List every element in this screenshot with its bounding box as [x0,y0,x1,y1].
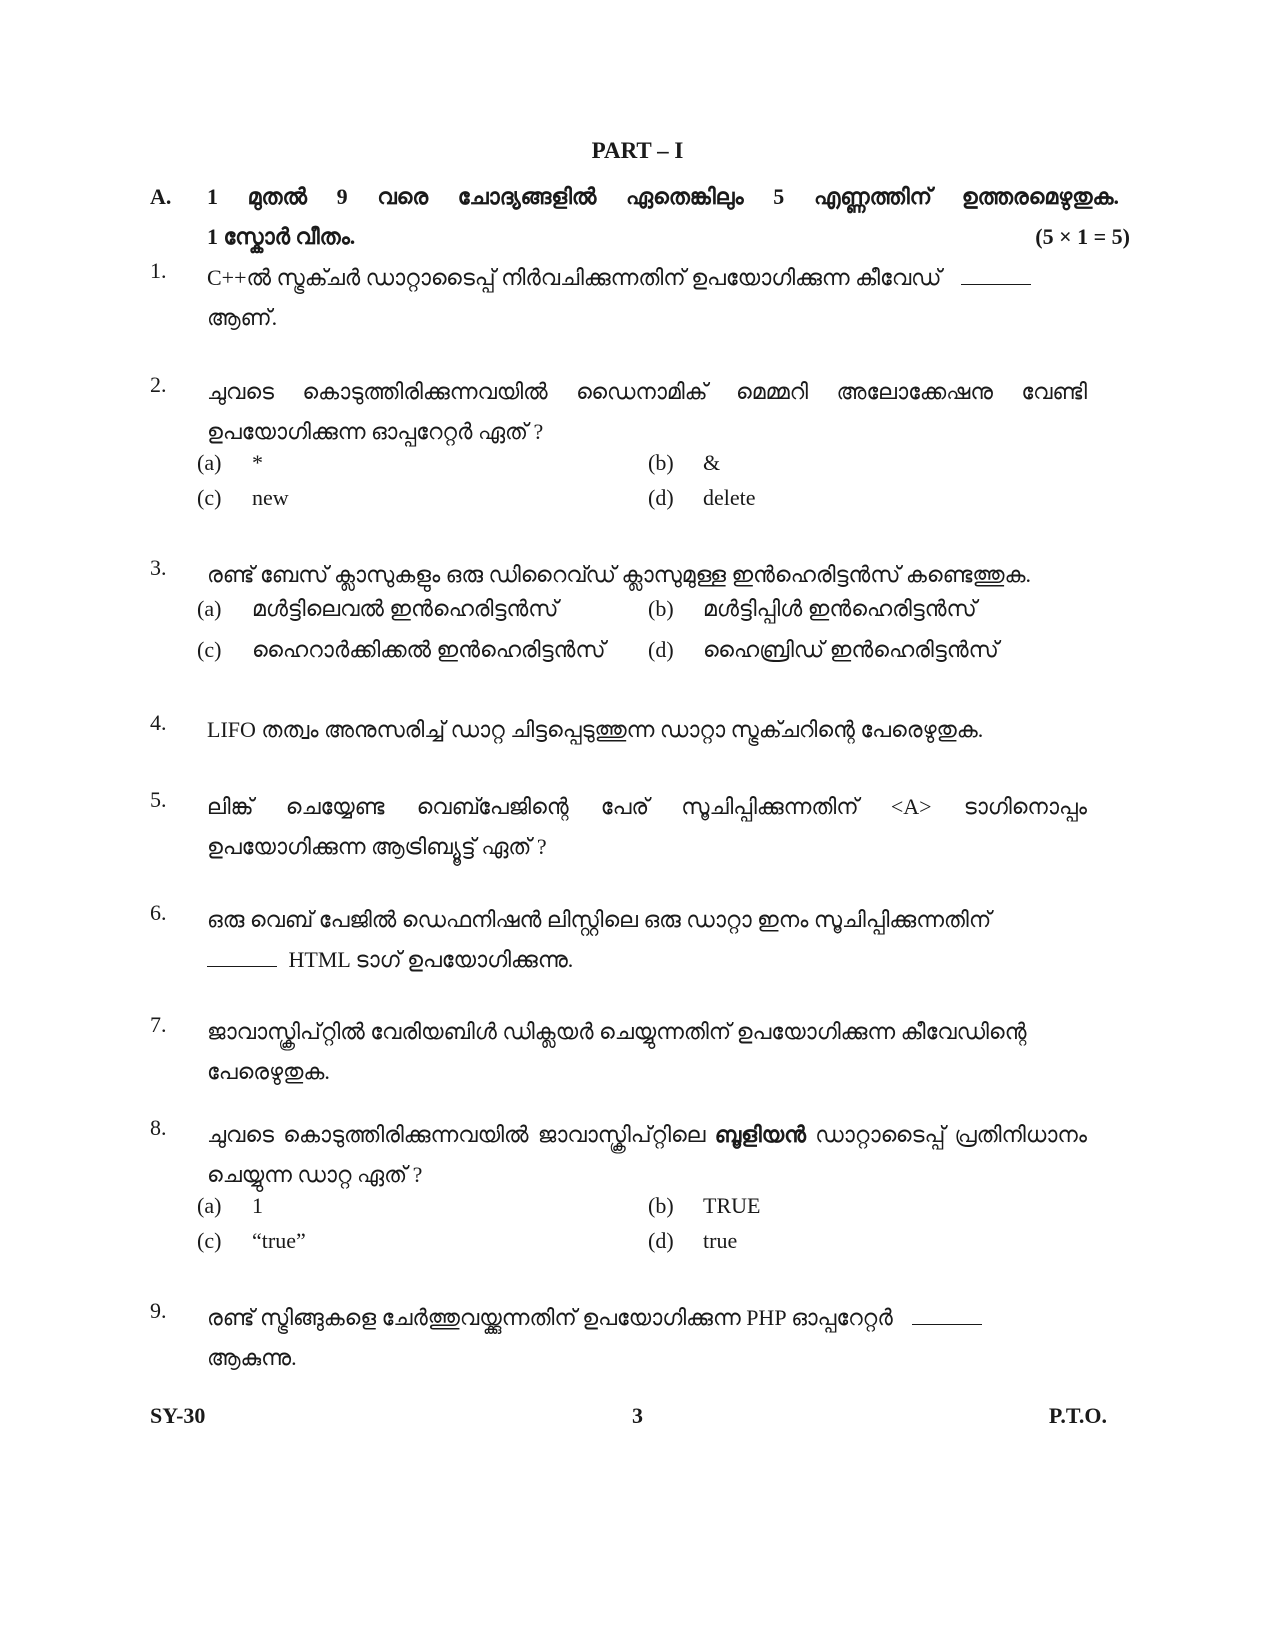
option-label: (b) [648,450,674,475]
answer-blank [961,266,1031,285]
answer-blank [912,1306,982,1325]
option-label: (c) [197,1228,222,1253]
option-value: delete [703,485,756,510]
paper-code: SY-30 [150,1403,206,1428]
question-text: ചുവടെ കൊടുത്തിരിക്കുന്നവയിൽ ഡൈനാമിക് മെമ്മറി അലോക്കേഷനു വേണ്ടി ഉപയോഗിക്കുന്ന ഓപ്പറേറ്റർ ഏത് ? [207,379,1087,444]
question-text-part: ഡാറ്റാടൈപ്പ് പ്രതിനിധാനം ചെയ്യുന്ന ഡാറ്റ ഏത് ? [207,1122,1088,1187]
answer-blank [207,948,277,967]
question-text-part: ആകുന്നു. [207,1345,297,1370]
page-number: 3 [632,1403,643,1428]
option-value: ഹൈബ്രിഡ് ഇൻഹെരിട്ടൻസ് [703,637,999,662]
option-label: (d) [648,637,674,662]
option-label: (c) [197,485,222,510]
option-label: (a) [197,450,222,475]
question-text [207,900,1087,980]
option-value: മൾട്ടിലെവൽ ഇൻഹെരിട്ടൻസ് [252,596,559,621]
question-text-part: C++ൽ സ്ട്രക്ചർ ഡാറ്റാടൈപ്പ് നിർവചിക്കുന്നതിന് ഉപയോഗിക്കുന്ന കീവേഡ് [207,265,942,290]
question-text: രണ്ട് ബേസ് ക്ലാസുകളും ഒരു ഡിറൈവ്ഡ് ക്ലാസുമുള്ള ഇൻഹെരിട്ടൻസ് കണ്ടെത്തുക. [207,562,1032,587]
part-title: PART – I [591,138,684,163]
question-text: ലിങ്ക് ചെയ്യേണ്ട വെബ്പേജിന്റെ പേര് സൂചിപ്പിക്കുന്നതിന് <A> ടാഗിനൊപ്പം ഉപയോഗിക്കുന്ന ആട്രിബ്യൂട്ട് ഏത് ? [207,794,1087,859]
question-text-part: ഒരു വെബ് പേജിൽ ഡെഫനിഷൻ ലിസ്റ്റിലെ ഒരു ഡാറ്റാ ഇനം സൂചിപ്പിക്കുന്നതിന് [207,907,992,932]
question-number: 2. [150,372,167,397]
question-number: 8. [150,1115,167,1140]
pto-note: P.T.O. [1048,1403,1107,1428]
question-number: 9. [150,1298,167,1323]
section-letter: A. [150,184,172,209]
option-value: TRUE [703,1193,761,1218]
option-label: (c) [197,637,222,662]
question-text: LIFO തത്വം അനുസരിച്ച് ഡാറ്റ ചിട്ടപ്പെടുത്തുന്ന ഡാറ്റാ സ്ട്രക്ചറിന്റെ പേരെഴുതുക. [207,717,984,742]
question-number: 1. [150,258,167,283]
option-label: (b) [648,596,674,621]
option-value: “true” [252,1228,306,1253]
question-number: 6. [150,900,167,925]
question-text-part: ആണ്. [207,305,278,330]
option-label: (d) [648,485,674,510]
option-value: * [252,450,263,475]
question-number: 4. [150,710,167,735]
score-note: 1 സ്കോർ വീതം. [207,224,356,249]
question-text: ജാവാസ്ക്രിപ്റ്റിൽ വേരിയബിൾ ഡിക്ലയർ ചെയ്യുന്നതിന് ഉപയോഗിക്കുന്ന കീവേഡിന്റെ പേരെഴുതുക. [207,1019,1027,1084]
option-label: (b) [648,1193,674,1218]
option-value: & [703,450,721,475]
question-text [207,1298,1087,1378]
question-number: 7. [150,1012,167,1037]
option-value: മൾട്ടിപ്പിൾ ഇൻഹെരിട്ടൻസ് [703,596,977,621]
question-number: 5. [150,787,167,812]
option-value: ഹൈറാർക്കിക്കൽ ഇൻഹെരിട്ടൻസ് [252,637,606,662]
question-text [207,258,1087,338]
question-text-part: HTML ടാഗ് ഉപയോഗിക്കുന്നു. [288,947,574,972]
option-label: (a) [197,596,222,621]
option-label: (d) [648,1228,674,1253]
question-text-part: രണ്ട് സ്ട്രിങ്ങുകളെ ചേർത്തുവയ്ക്കുന്നതിന് ഉപയോഗിക്കുന്ന PHP ഓപ്പറേറ്റർ [207,1305,893,1330]
option-value: new [252,485,289,510]
option-value: 1 [252,1193,263,1218]
section-instruction: 1 മുതൽ 9 വരെ ചോദ്യങ്ങളിൽ ഏതെങ്കിലും 5 എണ്ണത്തിന് ഉത്തരമെഴുതുക. [207,184,1119,209]
question-number: 3. [150,555,167,580]
option-label: (a) [197,1193,222,1218]
marks-allocation: (5 × 1 = 5) [1035,224,1130,249]
question-text [207,1115,1087,1195]
question-text-part: ചുവടെ കൊടുത്തിരിക്കുന്നവയിൽ ജാവാസ്ക്രിപ്റ്റിലെ [207,1122,706,1147]
question-emphasis: ബൂളിയൻ [714,1122,807,1147]
option-value: true [703,1228,738,1253]
